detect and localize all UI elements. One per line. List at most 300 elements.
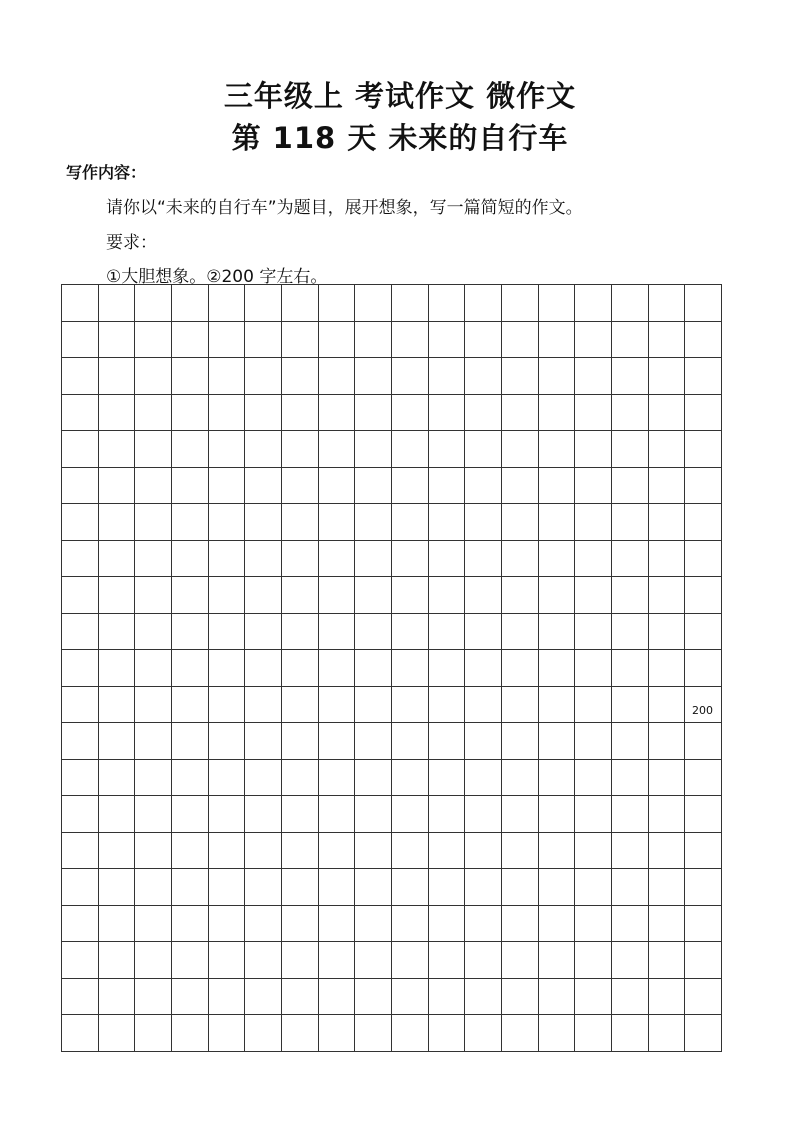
grid-cell[interactable]	[134, 613, 171, 650]
grid-cell[interactable]	[354, 722, 391, 759]
grid-cell[interactable]	[208, 321, 245, 358]
grid-cell[interactable]	[244, 1014, 281, 1051]
grid-cell[interactable]	[171, 759, 208, 796]
grid-cell[interactable]	[354, 394, 391, 431]
grid-cell[interactable]	[318, 576, 355, 613]
grid-cell[interactable]	[354, 905, 391, 942]
grid-cell[interactable]	[501, 832, 538, 869]
grid-cell[interactable]	[354, 284, 391, 321]
grid-cell[interactable]	[501, 868, 538, 905]
grid-cell[interactable]	[391, 576, 428, 613]
grid-cell[interactable]	[391, 941, 428, 978]
grid-cell[interactable]	[318, 1014, 355, 1051]
grid-cell[interactable]	[61, 759, 98, 796]
grid-cell[interactable]	[428, 284, 465, 321]
grid-cell[interactable]	[501, 357, 538, 394]
grid-cell[interactable]	[574, 357, 611, 394]
grid-cell[interactable]	[501, 978, 538, 1015]
grid-cell[interactable]	[611, 759, 648, 796]
grid-cell[interactable]	[391, 430, 428, 467]
grid-cell[interactable]	[208, 795, 245, 832]
grid-cell[interactable]	[244, 795, 281, 832]
grid-cell[interactable]	[244, 832, 281, 869]
grid-cell[interactable]	[354, 613, 391, 650]
grid-cell[interactable]	[574, 686, 611, 723]
grid-cell[interactable]	[684, 795, 721, 832]
grid-cell[interactable]	[684, 649, 721, 686]
grid-cell[interactable]	[648, 284, 685, 321]
grid-cell[interactable]	[574, 832, 611, 869]
grid-cell[interactable]	[244, 613, 281, 650]
grid-cell[interactable]	[501, 613, 538, 650]
grid-cell[interactable]	[171, 649, 208, 686]
grid-cell[interactable]	[208, 284, 245, 321]
grid-cell[interactable]	[98, 357, 135, 394]
grid-cell[interactable]	[391, 321, 428, 358]
grid-cell[interactable]	[574, 613, 611, 650]
grid-cell[interactable]	[61, 686, 98, 723]
grid-cell[interactable]	[464, 832, 501, 869]
grid-cell[interactable]	[61, 540, 98, 577]
grid-cell[interactable]	[391, 467, 428, 504]
grid-cell[interactable]	[464, 941, 501, 978]
grid-cell[interactable]	[98, 321, 135, 358]
grid-cell[interactable]	[538, 649, 575, 686]
grid-cell[interactable]	[134, 357, 171, 394]
grid-cell[interactable]	[538, 795, 575, 832]
grid-cell[interactable]	[538, 467, 575, 504]
grid-cell[interactable]	[391, 686, 428, 723]
grid-cell[interactable]	[684, 467, 721, 504]
grid-cell[interactable]	[171, 540, 208, 577]
grid-cell[interactable]	[318, 795, 355, 832]
grid-cell[interactable]	[538, 868, 575, 905]
grid-cell[interactable]	[354, 357, 391, 394]
grid-cell[interactable]	[61, 941, 98, 978]
grid-cell[interactable]	[428, 540, 465, 577]
grid-cell[interactable]	[391, 868, 428, 905]
grid-cell[interactable]	[648, 357, 685, 394]
grid-cell[interactable]	[611, 941, 648, 978]
grid-cell[interactable]	[354, 576, 391, 613]
grid-cell[interactable]	[281, 905, 318, 942]
grid-cell[interactable]	[318, 978, 355, 1015]
grid-cell[interactable]	[171, 284, 208, 321]
grid-cell[interactable]	[648, 722, 685, 759]
grid-cell[interactable]	[318, 613, 355, 650]
grid-cell[interactable]	[391, 503, 428, 540]
grid-cell[interactable]	[98, 649, 135, 686]
grid-cell[interactable]	[354, 467, 391, 504]
grid-cell[interactable]	[318, 284, 355, 321]
grid-cell[interactable]	[648, 576, 685, 613]
grid-cell[interactable]	[501, 649, 538, 686]
grid-cell[interactable]	[61, 357, 98, 394]
grid-cell[interactable]	[538, 357, 575, 394]
grid-cell[interactable]	[134, 686, 171, 723]
grid-cell[interactable]	[244, 649, 281, 686]
grid-cell[interactable]	[428, 722, 465, 759]
grid-cell[interactable]	[244, 357, 281, 394]
grid-cell[interactable]	[134, 722, 171, 759]
grid-cell[interactable]	[501, 722, 538, 759]
grid-cell[interactable]	[428, 467, 465, 504]
grid-cell[interactable]	[611, 613, 648, 650]
grid-cell[interactable]	[208, 576, 245, 613]
grid-cell[interactable]	[318, 503, 355, 540]
grid-cell[interactable]	[208, 467, 245, 504]
grid-cell[interactable]	[281, 832, 318, 869]
grid-cell[interactable]	[428, 503, 465, 540]
grid-cell[interactable]	[428, 978, 465, 1015]
grid-cell[interactable]	[318, 357, 355, 394]
grid-cell[interactable]	[318, 759, 355, 796]
grid-cell[interactable]	[648, 686, 685, 723]
grid-cell[interactable]	[684, 978, 721, 1015]
grid-cell[interactable]	[244, 905, 281, 942]
grid-cell[interactable]	[574, 430, 611, 467]
grid-cell[interactable]	[208, 941, 245, 978]
grid-cell[interactable]	[538, 1014, 575, 1051]
grid-cell[interactable]	[574, 941, 611, 978]
grid-cell[interactable]	[318, 868, 355, 905]
grid-cell[interactable]	[171, 832, 208, 869]
grid-cell[interactable]	[391, 1014, 428, 1051]
grid-cell[interactable]	[244, 467, 281, 504]
grid-cell[interactable]	[391, 722, 428, 759]
grid-cell[interactable]	[611, 357, 648, 394]
grid-cell[interactable]	[428, 905, 465, 942]
grid-cell[interactable]	[208, 503, 245, 540]
grid-cell[interactable]	[98, 284, 135, 321]
grid-cell[interactable]	[61, 321, 98, 358]
grid-cell[interactable]	[501, 467, 538, 504]
grid-cell[interactable]	[281, 759, 318, 796]
grid-cell[interactable]	[244, 394, 281, 431]
grid-cell[interactable]	[98, 686, 135, 723]
grid-cell[interactable]	[354, 540, 391, 577]
grid-cell[interactable]	[98, 978, 135, 1015]
grid-cell[interactable]	[464, 430, 501, 467]
grid-cell[interactable]	[61, 503, 98, 540]
grid-cell[interactable]	[611, 722, 648, 759]
grid-cell[interactable]	[171, 357, 208, 394]
grid-cell[interactable]	[501, 1014, 538, 1051]
grid-cell[interactable]	[98, 540, 135, 577]
grid-cell[interactable]	[61, 868, 98, 905]
grid-cell[interactable]	[501, 430, 538, 467]
grid-cell[interactable]	[611, 795, 648, 832]
grid-cell[interactable]	[244, 321, 281, 358]
grid-cell[interactable]	[501, 905, 538, 942]
grid-cell[interactable]	[428, 1014, 465, 1051]
grid-cell[interactable]	[574, 394, 611, 431]
grid-cell[interactable]	[208, 722, 245, 759]
grid-cell[interactable]	[464, 613, 501, 650]
grid-cell[interactable]	[501, 759, 538, 796]
grid-cell[interactable]	[354, 1014, 391, 1051]
grid-cell[interactable]	[61, 722, 98, 759]
grid-cell[interactable]	[501, 394, 538, 431]
grid-cell[interactable]	[281, 722, 318, 759]
grid-cell[interactable]	[464, 394, 501, 431]
grid-cell[interactable]	[428, 576, 465, 613]
grid-cell[interactable]	[611, 1014, 648, 1051]
grid-cell[interactable]	[354, 978, 391, 1015]
grid-cell[interactable]	[611, 394, 648, 431]
grid-cell[interactable]	[281, 1014, 318, 1051]
grid-cell[interactable]	[61, 905, 98, 942]
grid-cell[interactable]	[648, 467, 685, 504]
grid-cell[interactable]	[208, 905, 245, 942]
grid-cell[interactable]	[391, 394, 428, 431]
grid-cell[interactable]	[464, 284, 501, 321]
grid-cell[interactable]	[354, 795, 391, 832]
grid-cell[interactable]	[391, 905, 428, 942]
grid-cell[interactable]	[684, 503, 721, 540]
grid-cell[interactable]	[134, 540, 171, 577]
grid-cell[interactable]	[208, 759, 245, 796]
grid-cell[interactable]	[171, 722, 208, 759]
grid-cell[interactable]	[354, 321, 391, 358]
grid-cell[interactable]	[208, 868, 245, 905]
grid-cell[interactable]	[171, 686, 208, 723]
grid-cell[interactable]	[428, 394, 465, 431]
grid-cell[interactable]	[244, 722, 281, 759]
grid-cell[interactable]	[538, 722, 575, 759]
grid-cell[interactable]	[281, 978, 318, 1015]
grid-cell[interactable]	[244, 430, 281, 467]
grid-cell[interactable]	[208, 686, 245, 723]
grid-cell[interactable]	[611, 686, 648, 723]
grid-cell[interactable]	[464, 357, 501, 394]
grid-cell[interactable]	[684, 321, 721, 358]
grid-cell[interactable]	[684, 394, 721, 431]
grid-cell[interactable]	[281, 941, 318, 978]
grid-cell[interactable]	[574, 576, 611, 613]
grid-cell[interactable]	[574, 978, 611, 1015]
grid-cell[interactable]	[428, 613, 465, 650]
grid-cell[interactable]	[98, 503, 135, 540]
grid-cell[interactable]	[611, 649, 648, 686]
grid-cell[interactable]	[648, 868, 685, 905]
grid-cell[interactable]	[318, 832, 355, 869]
grid-cell[interactable]	[354, 868, 391, 905]
grid-cell[interactable]	[98, 722, 135, 759]
grid-cell[interactable]	[611, 832, 648, 869]
grid-cell[interactable]	[538, 284, 575, 321]
grid-cell[interactable]	[354, 503, 391, 540]
grid-cell[interactable]	[538, 613, 575, 650]
grid-cell[interactable]	[574, 759, 611, 796]
grid-cell[interactable]	[61, 284, 98, 321]
grid-cell[interactable]	[354, 649, 391, 686]
grid-cell[interactable]	[611, 540, 648, 577]
grid-cell[interactable]	[134, 430, 171, 467]
grid-cell[interactable]	[648, 649, 685, 686]
grid-cell[interactable]	[171, 795, 208, 832]
grid-cell[interactable]	[281, 540, 318, 577]
grid-cell[interactable]	[574, 467, 611, 504]
grid-cell[interactable]	[464, 868, 501, 905]
grid-cell[interactable]	[611, 978, 648, 1015]
grid-cell[interactable]	[684, 430, 721, 467]
grid-cell[interactable]	[208, 430, 245, 467]
grid-cell[interactable]	[134, 905, 171, 942]
grid-cell[interactable]	[501, 941, 538, 978]
grid-cell[interactable]	[428, 430, 465, 467]
grid-cell[interactable]	[538, 941, 575, 978]
grid-cell[interactable]	[134, 649, 171, 686]
grid-cell[interactable]	[208, 1014, 245, 1051]
grid-cell[interactable]	[171, 321, 208, 358]
grid-cell[interactable]	[318, 686, 355, 723]
grid-cell[interactable]	[134, 759, 171, 796]
grid-cell[interactable]	[611, 503, 648, 540]
grid-cell[interactable]	[611, 576, 648, 613]
grid-cell[interactable]	[574, 905, 611, 942]
grid-cell[interactable]	[574, 649, 611, 686]
grid-cell[interactable]	[318, 941, 355, 978]
grid-cell[interactable]	[134, 1014, 171, 1051]
grid-cell[interactable]	[171, 978, 208, 1015]
grid-cell[interactable]	[648, 394, 685, 431]
grid-cell[interactable]	[464, 978, 501, 1015]
grid-cell[interactable]	[244, 540, 281, 577]
grid-cell[interactable]	[648, 613, 685, 650]
grid-cell[interactable]	[281, 649, 318, 686]
grid-cell[interactable]	[648, 759, 685, 796]
grid-cell[interactable]	[391, 832, 428, 869]
grid-cell[interactable]	[354, 686, 391, 723]
grid-cell[interactable]	[464, 759, 501, 796]
grid-cell[interactable]	[428, 686, 465, 723]
grid-cell[interactable]	[171, 868, 208, 905]
grid-cell[interactable]	[501, 503, 538, 540]
grid-cell[interactable]	[61, 613, 98, 650]
grid-cell[interactable]	[281, 284, 318, 321]
grid-cell[interactable]	[684, 905, 721, 942]
grid-cell[interactable]	[684, 1014, 721, 1051]
grid-cell[interactable]	[244, 686, 281, 723]
grid-cell[interactable]	[208, 357, 245, 394]
grid-cell[interactable]	[61, 832, 98, 869]
grid-cell[interactable]	[464, 686, 501, 723]
grid-cell[interactable]	[208, 978, 245, 1015]
grid-cell[interactable]	[98, 941, 135, 978]
grid-cell[interactable]	[391, 978, 428, 1015]
grid-cell[interactable]	[684, 941, 721, 978]
grid-cell[interactable]	[134, 321, 171, 358]
grid-cell[interactable]	[281, 686, 318, 723]
grid-cell[interactable]	[648, 1014, 685, 1051]
grid-cell[interactable]	[208, 613, 245, 650]
grid-cell[interactable]	[538, 832, 575, 869]
grid-cell[interactable]	[538, 321, 575, 358]
grid-cell[interactable]	[208, 540, 245, 577]
grid-cell[interactable]	[134, 394, 171, 431]
grid-cell[interactable]	[648, 321, 685, 358]
grid-cell[interactable]	[684, 540, 721, 577]
grid-cell[interactable]	[244, 576, 281, 613]
grid-cell[interactable]	[464, 905, 501, 942]
grid-cell[interactable]	[574, 795, 611, 832]
grid-cell[interactable]	[281, 576, 318, 613]
grid-cell[interactable]	[428, 649, 465, 686]
grid-cell[interactable]	[648, 503, 685, 540]
grid-cell[interactable]	[428, 759, 465, 796]
grid-cell[interactable]	[648, 540, 685, 577]
grid-cell[interactable]	[464, 576, 501, 613]
grid-cell[interactable]	[171, 394, 208, 431]
grid-cell[interactable]	[171, 905, 208, 942]
grid-cell[interactable]	[281, 613, 318, 650]
grid-cell[interactable]	[281, 503, 318, 540]
grid-cell[interactable]	[538, 978, 575, 1015]
grid-cell[interactable]	[538, 503, 575, 540]
grid-cell[interactable]	[611, 467, 648, 504]
grid-cell[interactable]	[611, 321, 648, 358]
grid-cell[interactable]	[171, 613, 208, 650]
grid-cell[interactable]	[538, 905, 575, 942]
grid-cell[interactable]	[318, 321, 355, 358]
grid-cell[interactable]	[134, 467, 171, 504]
grid-cell[interactable]	[464, 649, 501, 686]
grid-cell[interactable]	[648, 978, 685, 1015]
grid-cell[interactable]	[244, 284, 281, 321]
grid-cell[interactable]	[354, 832, 391, 869]
grid-cell[interactable]	[574, 321, 611, 358]
grid-cell[interactable]	[391, 357, 428, 394]
grid-cell[interactable]	[574, 503, 611, 540]
grid-cell[interactable]	[501, 540, 538, 577]
grid-cell[interactable]	[61, 978, 98, 1015]
grid-cell[interactable]	[61, 649, 98, 686]
grid-cell[interactable]	[538, 394, 575, 431]
grid-cell[interactable]	[171, 503, 208, 540]
grid-cell[interactable]	[318, 394, 355, 431]
grid-cell[interactable]	[391, 540, 428, 577]
grid-cell[interactable]	[611, 868, 648, 905]
grid-cell[interactable]	[684, 613, 721, 650]
grid-cell[interactable]	[684, 759, 721, 796]
grid-cell[interactable]	[171, 1014, 208, 1051]
grid-cell[interactable]	[61, 795, 98, 832]
grid-cell[interactable]	[281, 321, 318, 358]
grid-cell[interactable]	[684, 832, 721, 869]
grid-cell[interactable]	[98, 1014, 135, 1051]
grid-cell[interactable]	[98, 795, 135, 832]
grid-cell[interactable]	[318, 722, 355, 759]
grid-cell[interactable]	[354, 941, 391, 978]
grid-cell[interactable]	[98, 759, 135, 796]
grid-cell[interactable]	[611, 905, 648, 942]
grid-cell[interactable]	[134, 868, 171, 905]
grid-cell[interactable]	[208, 394, 245, 431]
grid-cell[interactable]	[61, 576, 98, 613]
grid-cell[interactable]	[648, 795, 685, 832]
grid-cell[interactable]	[391, 759, 428, 796]
grid-cell[interactable]	[684, 284, 721, 321]
grid-cell[interactable]	[134, 941, 171, 978]
grid-cell[interactable]	[281, 795, 318, 832]
grid-cell[interactable]	[318, 649, 355, 686]
grid-cell[interactable]	[391, 284, 428, 321]
grid-cell[interactable]	[538, 430, 575, 467]
grid-cell[interactable]	[391, 795, 428, 832]
grid-cell[interactable]	[318, 430, 355, 467]
grid-cell[interactable]	[684, 868, 721, 905]
